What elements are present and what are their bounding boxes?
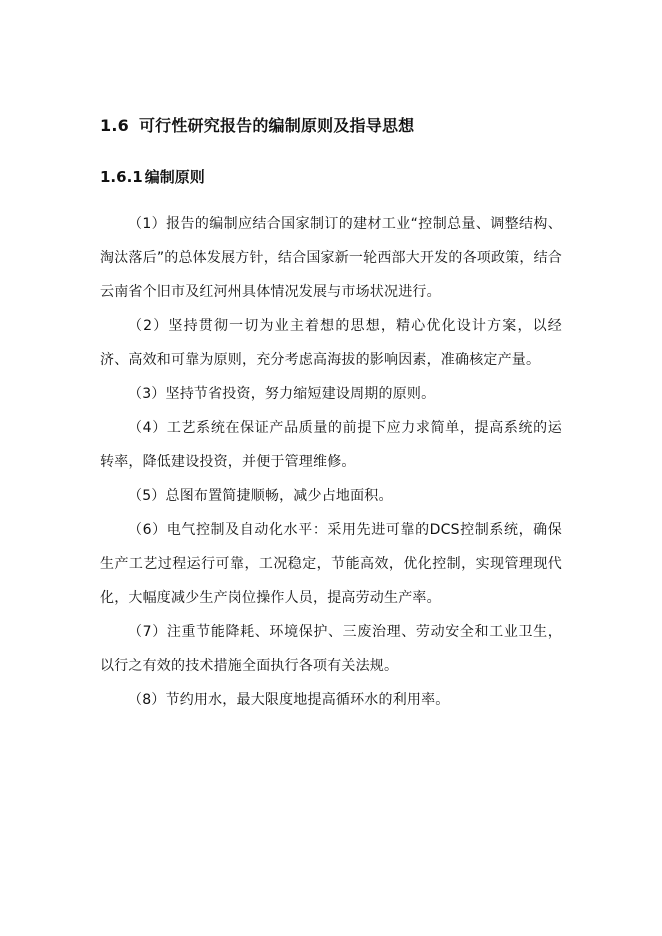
- document-content: [100, 114, 562, 717]
- principle-paragraph-4: （4）工艺系统在保证产品质量的前提下应力求简单，提高系统的运转率，降低建设投资，并便于管理维修。: [100, 420, 562, 470]
- section-heading: [100, 114, 562, 138]
- principle-paragraph-3: （3）坚持节省投资，努力缩短建设周期的原则。: [128, 386, 436, 402]
- subsection-title: 编制原则: [144, 168, 205, 186]
- principle-paragraph-7: （7）注重节能降耗、环境保护、三废治理、劳动安全和工业卫生，以行之有效的技术措施全面执行各项有关法规。: [100, 624, 562, 674]
- section-number: 1.6: [100, 116, 129, 135]
- section-title: 可行性研究报告的编制原则及指导思想: [138, 116, 415, 135]
- principle-paragraph-1: （1）报告的编制应结合国家制订的建材工业“控制总量、调整结构、淘汰落后”的总体发展方针，结合国家新一轮西部大开发的各项政策，结合云南省个旧市及红河州具体情况发展与市场状况进行。: [100, 216, 562, 300]
- principle-paragraph-2: （2）坚持贯彻一切为业主着想的思想，精心优化设计方案，以经济、高效和可靠为原则，充分考虑高海拔的影响因素，准确核定产量。: [100, 318, 562, 368]
- principle-paragraph-5: （5）总图布置简捷顺畅，减少占地面积。: [128, 488, 393, 504]
- principle-paragraph-6: （6）电气控制及自动化水平：采用先进可靠的DCS控制系统，确保生产工艺过程运行可靠，工况稳定，节能高效，优化控制，实现管理现代化，大幅度减少生产岗位操作人员，提高劳动生产率。: [100, 522, 562, 606]
- principle-paragraph-8: （8）节约用水，最大限度地提高循环水的利用率。: [128, 692, 450, 708]
- principles-list: [100, 207, 562, 717]
- subsection-number: 1.6.1: [100, 168, 143, 186]
- subsection-heading: [100, 165, 562, 189]
